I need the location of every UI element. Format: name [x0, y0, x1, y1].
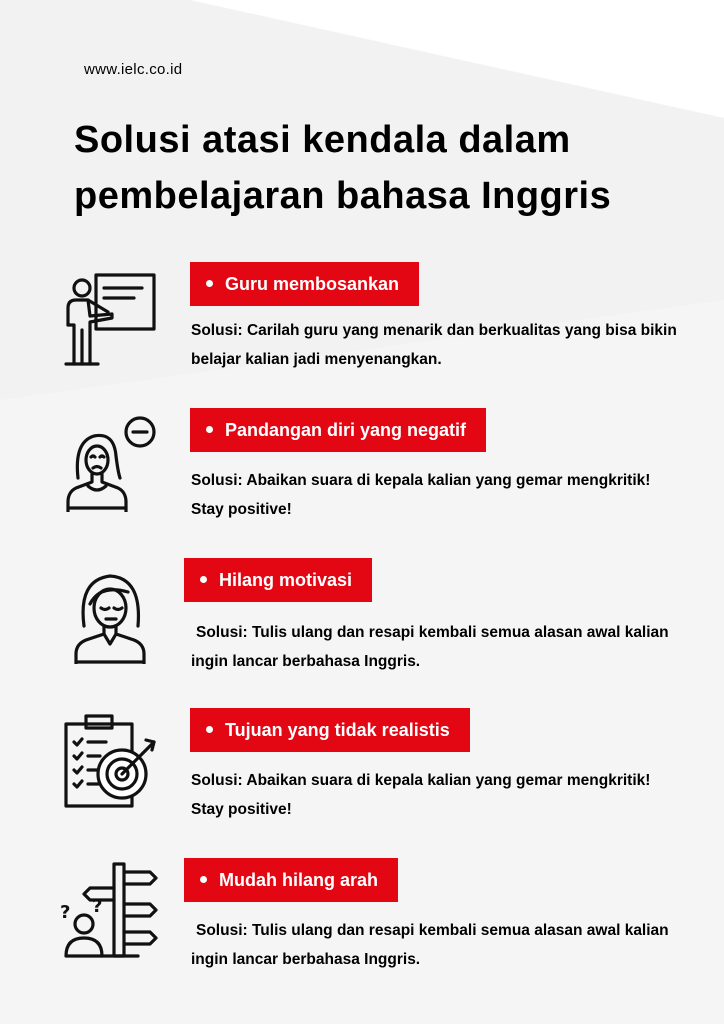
- bullet-icon: [206, 426, 213, 433]
- solution-text: Solusi: Tulis ulang dan resapi kembali semua alasan awal kalian ingin lancar berbahasa Inggris.: [191, 624, 669, 670]
- heading-label: Pandangan diri yang negatif: [225, 420, 467, 440]
- solution-text: Solusi: Abaikan suara di kepala kalian yang gemar mengkritik! Stay positive!: [191, 472, 651, 518]
- website-url: www.ielc.co.id: [84, 61, 183, 78]
- checklist-target-icon: [60, 714, 160, 814]
- heading-tag: [184, 858, 398, 902]
- solution-text: Solusi: Carilah guru yang menarik dan berkualitas yang bisa bikin belajar kalian jadi menyenangkan.: [191, 322, 677, 368]
- svg-text:?: ?: [60, 902, 71, 923]
- bullet-icon: [200, 876, 207, 883]
- solution-text: Solusi: Abaikan suara di kepala kalian yang gemar mengkritik! Stay positive!: [191, 772, 651, 818]
- confused-signpost-icon: [58, 862, 158, 962]
- heading-tag: [190, 262, 419, 306]
- heading-label: Mudah hilang arah: [219, 870, 379, 890]
- solution-text: Solusi: Tulis ulang dan resapi kembali semua alasan awal kalian ingin lancar berbahasa Inggris.: [191, 922, 669, 968]
- heading-label: Hilang motivasi: [219, 570, 353, 590]
- bullet-icon: [200, 576, 207, 583]
- heading-tag: [184, 558, 372, 602]
- sad-woman-minus-icon: [60, 412, 160, 512]
- heading-tag: [190, 408, 486, 452]
- svg-text:?: ?: [92, 896, 103, 917]
- tired-woman-icon: [70, 564, 170, 664]
- heading-label: Guru membosankan: [225, 274, 400, 294]
- heading-label: Tujuan yang tidak realistis: [225, 720, 450, 740]
- bullet-icon: [206, 726, 213, 733]
- bullet-icon: [206, 280, 213, 287]
- teacher-board-icon: [62, 270, 162, 370]
- heading-tag: [190, 708, 470, 752]
- page-title: Solusi atasi kendala dalam pembelajaran bahasa Inggris: [74, 119, 612, 217]
